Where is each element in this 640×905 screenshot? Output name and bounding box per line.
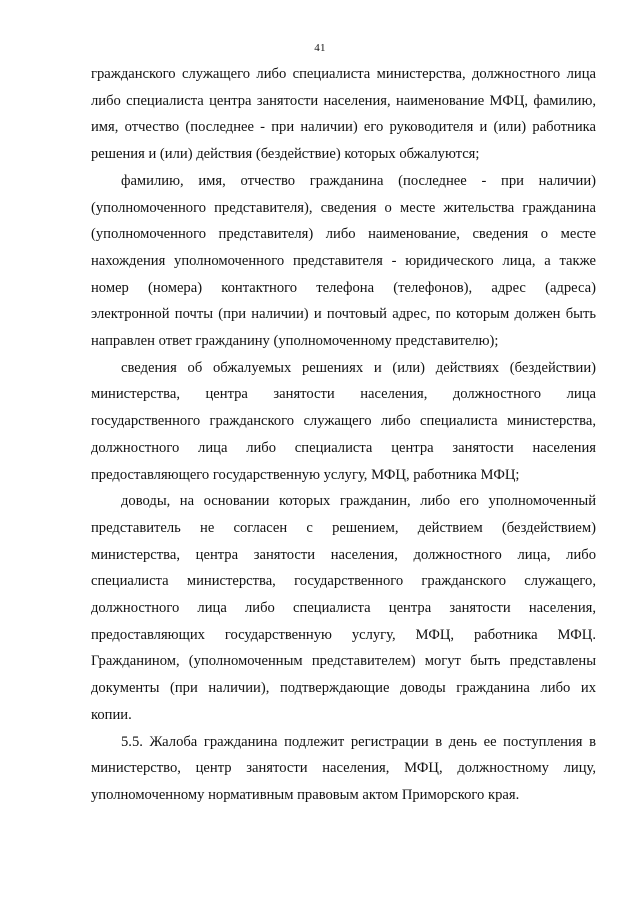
text-line: уполномоченному нормативным правовым актом Приморского края. [91,786,520,803]
text-line: номер (номера) контактного телефона (телефонов), адрес (адреса) [91,279,596,296]
text-line: электронной почты (при наличии) и почтовый адрес, по которым должен быть [91,306,596,323]
text-line: гражданского служащего либо специалиста министерства, должностного лица [91,66,596,82]
text-line: (уполномоченного представителя) либо наименование, сведения о месте [91,226,596,243]
text-line: фамилию, имя, отчество гражданина (последнее - при наличии) [121,172,596,189]
text-line: имя, отчество (последнее - при наличии) его руководителя и (или) работника [91,119,596,136]
text-line: доводы, на основании которых гражданин, либо его уполномоченный [121,493,596,510]
document-body [91,61,596,809]
text-line: либо специалиста центра занятости населения, наименование МФЦ, фамилию, [91,92,596,109]
text-line: копии. [91,706,132,723]
text-line: (уполномоченного представителя), сведения о месте жительства гражданина [91,199,596,216]
text-line: предоставляющего государственную услугу, МФЦ, работника МФЦ; [91,466,520,483]
text-line: специалиста министерства, государственного гражданского служащего, [91,573,596,590]
text-line: документы (при наличии), подтверждающие доводы гражданина либо их [91,680,596,697]
text-line: решения и (или) действия (бездействие) которых обжалуются; [91,146,480,163]
text-line: представитель не согласен с решением, действием (бездействием) [91,519,596,536]
text-line: должностного лица либо специалиста центра занятости населения, [91,600,596,617]
text-line: министерство, центр занятости населения, МФЦ, должностному лицу, [91,760,596,777]
text-line: министерства, центра занятости населения, должностного лица [91,386,596,403]
paragraph-5-5-registration [91,729,596,809]
text-line: предоставляющих государственную услугу, МФЦ, работника МФЦ. [91,626,596,643]
text-line: государственного гражданского служащего либо специалиста министерства, [91,413,596,430]
text-line: 5.5. Жалоба гражданина подлежит регистрации в день ее поступления в [121,733,596,750]
text-line: Гражданином, (уполномоченным представителем) могут быть представлены [91,653,596,670]
paragraph-appealed-decisions [91,355,596,489]
paragraph-continuation [91,61,596,168]
text-line: должностного лица либо специалиста центра занятости населения [91,439,596,456]
page-number: 41 [314,42,326,54]
text-line: направлен ответ гражданину (уполномоченному представителю); [91,333,499,350]
paragraph-citizen-details [91,168,596,355]
text-line: нахождения уполномоченного представителя - юридического лица, а также [91,252,596,269]
paragraph-arguments [91,488,596,728]
text-line: сведения об обжалуемых решениях и (или) действиях (бездействии) [121,359,596,376]
text-line: министерства, центра занятости населения, должностного лица, либо [91,546,596,563]
